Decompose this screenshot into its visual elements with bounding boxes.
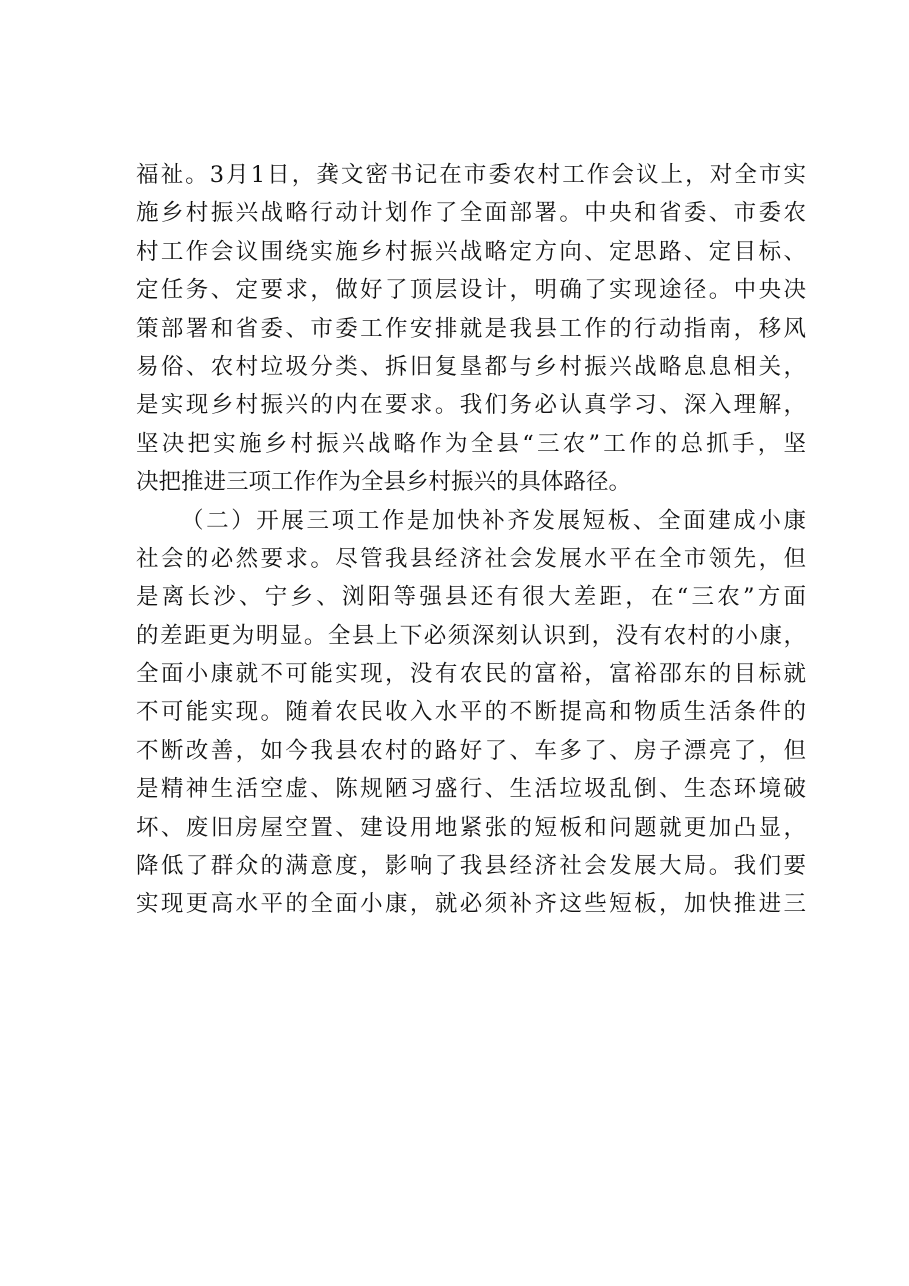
body-text	[136, 156, 806, 924]
paragraph-2	[136, 502, 806, 924]
text-line: 是实现乡村振兴的内在要求。我们务必认真学习、深入理解，	[136, 392, 806, 419]
paragraph-1	[136, 156, 806, 502]
text-line: 实现更高水平的全面小康，就必须补齐这些短板，加快推进三	[136, 891, 806, 918]
text-line: 降低了群众的满意度，影响了我县经济社会发展大局。我们要	[136, 853, 806, 880]
text-line: 不可能实现。随着农民收入水平的不断提高和物质生活条件的	[136, 699, 806, 726]
text-line: 施乡村振兴战略行动计划作了全面部署。中央和省委、市委农	[136, 200, 806, 227]
text-line: 决把推进三项工作作为全县乡村振兴的具体路径。	[136, 469, 632, 496]
text-line: 坚决把实施乡村振兴战略作为全县“三农”工作的总抓手，坚	[136, 430, 806, 457]
text-line: 全面小康就不可能实现，没有农民的富裕，富裕邵东的目标就	[136, 661, 806, 688]
text-line: 福祉。3月1日，龚文密书记在市委农村工作会议上，对全市实	[136, 162, 806, 188]
text-line: 坏、废旧房屋空置、建设用地紧张的短板和问题就更加凸显，	[136, 814, 806, 841]
text-line: 策部署和省委、市委工作安排就是我县工作的行动指南，移风	[136, 315, 806, 342]
text-line: 的差距更为明显。全县上下必须深刻认识到，没有农村的小康，	[136, 622, 806, 649]
text-line: 是离长沙、宁乡、浏阳等强县还有很大差距，在“三农”方面	[136, 584, 806, 611]
text-line: 是精神生活空虚、陈规陋习盛行、生活垃圾乱倒、生态环境破	[136, 776, 806, 803]
text-line: 不断改善，如今我县农村的路好了、车多了、房子漂亮了，但	[136, 737, 806, 764]
text-line: 社会的必然要求。尽管我县经济社会发展水平在全市领先，但	[136, 545, 806, 572]
text-line: 村工作会议围绕实施乡村振兴战略定方向、定思路、定目标、	[136, 238, 806, 265]
text-line: （二）开展三项工作是加快补齐发展短板、全面建成小康	[181, 507, 806, 534]
text-line: 定任务、定要求，做好了顶层设计，明确了实现途径。中央决	[136, 277, 806, 304]
text-line: 易俗、农村垃圾分类、拆旧复垦都与乡村振兴战略息息相关，	[136, 353, 806, 380]
